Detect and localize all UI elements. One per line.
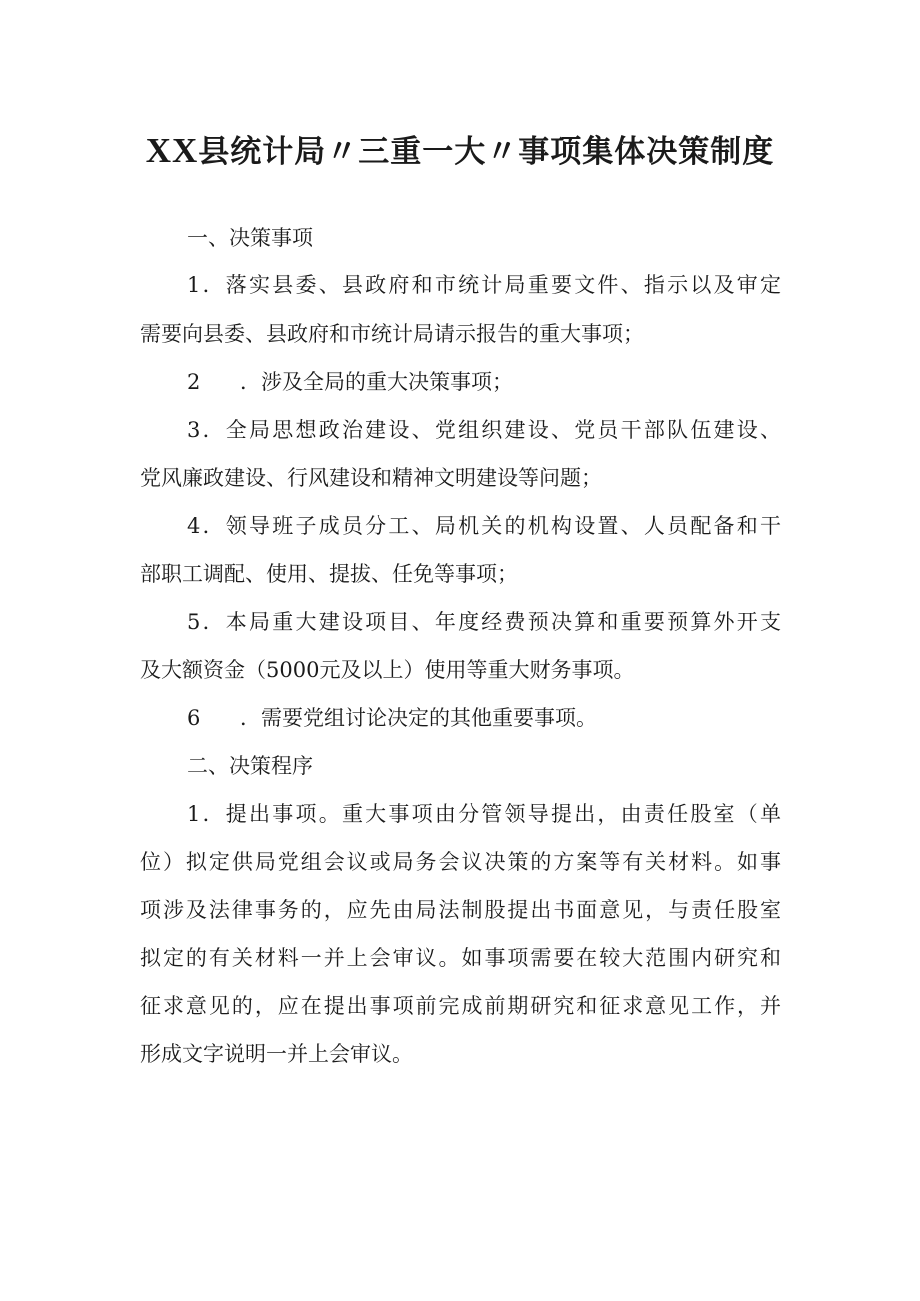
section-heading-procedure bbox=[0, 746, 920, 786]
section-heading-text: 二、决策程序 bbox=[187, 754, 313, 778]
item-4-line-1 bbox=[0, 506, 920, 546]
item-1-line-1 bbox=[0, 265, 920, 305]
procedure-1-text-4: 拟定的有关材料一并上会审议。如事项需要在较大范围内研究和 bbox=[140, 946, 781, 970]
title-prefix: XX bbox=[145, 131, 199, 170]
procedure-1-line-6 bbox=[0, 1034, 920, 1074]
item-6-number: 6 bbox=[187, 706, 201, 730]
item-5-line-1 bbox=[0, 602, 920, 642]
item-3-line-2 bbox=[0, 458, 920, 498]
item-5-text-2: 及大额资金（5000元及以上）使用等重大财务事项。 bbox=[140, 658, 635, 682]
procedure-1-text-3: 项涉及法律事务的，应先由局法制股提出书面意见，与责任股室 bbox=[140, 898, 781, 922]
item-2-text: ．涉及全局的重大决策事项； bbox=[240, 370, 513, 394]
procedure-1-text-2: 位）拟定供局党组会议或局务会议决策的方案等有关材料。如事 bbox=[140, 850, 781, 874]
item-1-line-2 bbox=[0, 314, 920, 354]
item-3-text-2: 党风廉政建设、行风建设和精神文明建设等问题； bbox=[140, 466, 602, 490]
item-4-line-2 bbox=[0, 554, 920, 594]
procedure-1-text-5: 征求意见的，应在提出事项前完成前期研究和征求意见工作，并 bbox=[140, 994, 781, 1018]
procedure-1-line-4 bbox=[0, 938, 920, 978]
item-5-line-2 bbox=[0, 650, 920, 690]
section-heading-text: 一、决策事项 bbox=[187, 226, 313, 250]
section-heading-decision-items bbox=[0, 218, 920, 258]
title-main: 县统计局〃三重一大〃事项集体决策制度 bbox=[198, 134, 775, 170]
item-3-line-1 bbox=[0, 410, 920, 450]
procedure-1-line-1 bbox=[0, 794, 920, 834]
item-2-line bbox=[0, 362, 920, 402]
item-4-text-2: 部职工调配、使用、提拔、任免等事项； bbox=[140, 562, 518, 586]
item-2-number: 2 bbox=[187, 370, 201, 394]
item-6-text: ．需要党组讨论决定的其他重要事项。 bbox=[240, 706, 597, 730]
procedure-1-line-3 bbox=[0, 890, 920, 930]
procedure-1-line-2 bbox=[0, 842, 920, 882]
item-5-text-1: 5．本局重大建设项目、年度经费预决算和重要预算外开支 bbox=[187, 610, 781, 634]
page-title bbox=[0, 126, 920, 171]
item-1-text-1: 1．落实县委、县政府和市统计局重要文件、指示以及审定 bbox=[187, 273, 781, 297]
item-4-text-1: 4．领导班子成员分工、局机关的机构设置、人员配备和干 bbox=[187, 514, 781, 538]
item-6-line bbox=[0, 698, 920, 738]
item-3-text-1: 3．全局思想政治建设、党组织建设、党员干部队伍建设、 bbox=[187, 418, 781, 442]
procedure-1-text-1: 1．提出事项。重大事项由分管领导提出，由责任股室（单 bbox=[187, 802, 781, 826]
procedure-1-line-5 bbox=[0, 986, 920, 1026]
item-1-text-2: 需要向县委、县政府和市统计局请示报告的重大事项； bbox=[140, 322, 644, 346]
procedure-1-text-6: 形成文字说明一并上会审议。 bbox=[140, 1042, 413, 1066]
